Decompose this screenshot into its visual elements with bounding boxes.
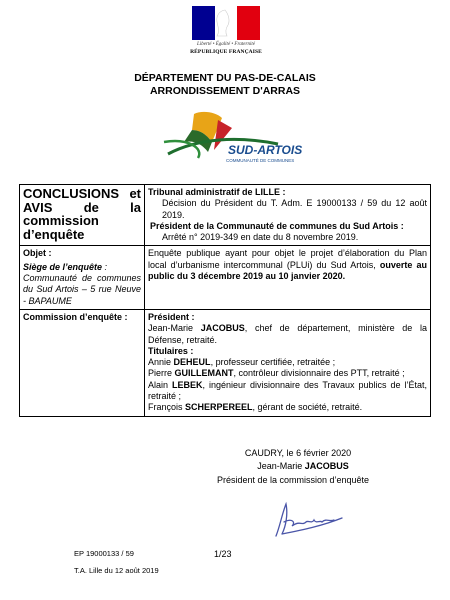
department-title: DÉPARTEMENT DU PAS-DE-CALAIS [134, 72, 316, 84]
objet-text-cell [145, 246, 431, 309]
president-label: Président de la Communauté de communes du Sud Artois : [150, 220, 404, 231]
place-date: CAUDRY, le 6 février 2020 [244, 448, 352, 458]
member-entry: Pierre GUILLEMANT, contrôleur divisionnaire des PTT, retraité ; [148, 368, 405, 379]
sud-artois-logo [158, 108, 303, 168]
signatory-role: Président de la commission d’enquête [216, 475, 370, 485]
tribunal-text: Décision du Président du T. Adm. E 19000133 / 59 du 12 août 2019. [162, 198, 427, 220]
siege-text: Communauté de communes du Sud Artois – 5 rue Neuve - BAPAUME [23, 273, 141, 306]
objet-text: Enquête publique ayant pour objet le projet d’élaboration du Plan local d’urbanisme intercommunal (PLUi) du Sud Artois, [148, 248, 427, 270]
conclusions-table [19, 184, 431, 417]
footer-ta: T.A. Lille du 12 août 2019 [74, 566, 159, 575]
president-title: Président : [148, 311, 195, 322]
republic-motto: Liberté • Égalité • Fraternité [197, 42, 255, 47]
commission-label: Commission d’enquête : [20, 309, 145, 416]
marianne-logo [188, 6, 264, 66]
tribunal-label: Tribunal administratif de LILLE : [148, 187, 286, 197]
handwritten-signature [262, 496, 352, 542]
logo-text: SUD-ARTOIS [228, 143, 303, 157]
tribunal-cell [145, 185, 431, 246]
objet-label: Objet : [23, 248, 52, 259]
objet-dates: ouverte au public du 3 décembre 2019 au 10 janvier 2020. [148, 259, 427, 282]
republic-name: RÉPUBLIQUE FRANÇAISE [190, 49, 262, 55]
president-entry: Jean-Marie JACOBUS, chef de département, ministère de la Défense, retraité. [148, 323, 427, 345]
member-entry: Alain LEBEK, ingénieur divisionnaire des Travaux publics de l’État, retraité ; [148, 379, 427, 402]
footer-ep: EP 19000133 / 59 [74, 549, 134, 558]
siege-label: Siège de l’enquête [23, 261, 103, 272]
table-row [20, 309, 431, 416]
arrondissement-title: ARRONDISSEMENT D'ARRAS [149, 85, 301, 97]
commission-cell [145, 309, 431, 416]
member-entry: François SCHERPEREEL, gérant de société, retraité. [148, 402, 363, 413]
table-row [20, 185, 431, 246]
signatory-name: Jean-Marie JACOBUS [257, 461, 349, 471]
table-row [20, 246, 431, 309]
logo-subtext: COMMUNAUTÉ DE COMMUNES [226, 158, 295, 163]
president-text: Arrêté n° 2019-349 en date du 8 novembre 2019. [162, 232, 359, 243]
objet-cell: Objet : Siège de l’enquête : Communauté de communes du Sud Artois – 5 rue Neuve - BAPAUME [20, 246, 145, 309]
document-title: CONCLUSIONS et AVIS de la commission d’enquête [23, 186, 141, 242]
french-flag-icon [192, 6, 260, 40]
titulaires-title: Titulaires : [148, 345, 194, 356]
title-cell [20, 185, 145, 246]
member-entry: Annie DEHEUL, professeur certifiée, retraitée ; [148, 357, 336, 368]
page-number: 1/23 [214, 549, 232, 559]
